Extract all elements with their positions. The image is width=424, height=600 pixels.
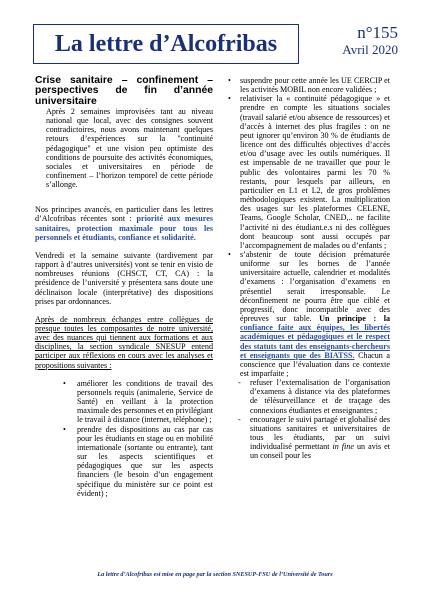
list-item-text: encourager le suivi partagé et globalisé des situations sanitaires et universitaires de tous les étudiants, par un suivi individualisé permettant [250,414,390,452]
list-item [238,378,390,415]
bullet-icon: • [63,424,66,434]
list-item [228,249,391,378]
list-item [63,424,213,498]
dash-icon: - [238,378,241,388]
list-item-text: améliorer les conditions de travail des personnels requis (animalerie, Service de Santé) en veillant à la protection maximale des personnes et en privilégiant le travail à distance (internet, téléphone) ; [77,378,213,425]
list-item [63,378,213,425]
list-item-text: Chacun a conscience que l’évaluation dans ce contexte est imparfaite ; [240,350,390,378]
list-item-text: s’abstenir de toute décision prématurée uniforme sur les bornes de l’année universitaire actuelle, calendrier et modalités d’examens : l’organisation d’examens en présentiel serait irresponsable. Le déconfinement ne pourra être que ciblé et progressif, donc incompatible avec des épreuves sur table. [240,249,390,324]
friday-paragraph: Vendredi et la semaine suivante (tardivement par rapport à d’autres universités) vont se tenir en visio de nombreuses réunions (CHSCT, CT, CA) : la présidence de l’université y présentera sans doute une déclinaison locale (interprétative) des dispositions prises par ordonnances. [35,250,213,306]
bullet-icon: • [228,94,231,104]
exchanges-paragraph: Après de nombreux échanges entre collègues de presque toutes les composantes de notre université, avec des nuances qui tiennent aux formations et aux disciplines, la section syndicale SNESUP entend participer aux réflexions en cours avec les analyses et propositions suivantes : [35,314,213,370]
proposal-list [35,379,213,498]
intro-paragraph: Après 2 semaines improvisées tant au niveau national que local, avec des consignes souvent contradictoires, nous avons maintenant quelques retours d’expériences sur la "continuité pédagogique" et une vision peu optimiste des conditions de poursuite des activités économiques, sociales et universitaires en période de confinement – l’horizon temporel de cette période s’allonge. [46,106,213,190]
bullet-icon: • [63,378,66,388]
principle-label: Un principe : la [319,314,391,324]
list-item [238,414,391,461]
list-item-text: suspendre pour cette année les UE CERCIP et les activités MOBIL non encore validées ; [240,76,390,95]
principles-text: Nos principes avancés, en particulier dans les lettres d’Alcofribas récentes sont : [35,205,213,224]
issue-number: n°155 [357,23,398,42]
masthead-title: La lettre d’Alcofribas [54,31,278,57]
list-item-text: un avis et un conseil pour les [250,442,391,461]
issue-date: Avril 2020 [342,42,398,57]
bullet-icon: • [228,249,231,259]
dash-icon: - [238,414,241,424]
masthead-box [33,24,299,64]
list-item-text: prendre des dispositions au cas par cas pour les étudiants en stage ou en mobilité internationale (sortante ou entrante), tant sur les aspects scientifiques et pédagogiques que sur les aspects financiers (le besoin d’un engagement spécifique du ministère sur ce point est évident) ; [77,424,213,498]
principles-paragraph [35,205,213,242]
list-item-text: relativiser la « continuité pédagogique » et prendre en compte les situations sociales (travail salarié et/ou absence de ressources) et d’accès à internet des plus fragiles : on ne peut ignorer qu’environ 30 % de étudiants de licence ont des difficultés objectives d’accès et/ou d’usage avec les outils numériques. Il est impensable de ne travailler que pour le public des volontaires parmi les 70 % restants, pour lesquels par ailleurs, en particulier en L1 et L2, de gros problèmes méthodologiques existent. La multiplication des usages sur les plateformes CELENE, Teams, Google Scholar, CNED,.. ne facilite l’activité ni des étudiant.e.s ni des collègues dont beaucoup sont aussi occupés par l’accompagnement de malades ou d’enfants ; [240,94,390,250]
dash-list [228,378,390,460]
proposal-list-continued [228,76,390,378]
italic-phrase: in fine [332,442,354,452]
principle-highlight: confiance faite aux équipes, les libertés académiques et pédagogiques et le respect des statuts tant des enseignants-chercheurs et enseignants que des BIATSS. [240,323,390,360]
list-item-text: refuser l’externalisation de l’organisation d’examens à distance via des plateformes de télésurveillance et de traçage des connexions étudiantes et enseignantes ; [250,378,390,415]
list-item [228,76,390,95]
bullet-icon: • [228,76,231,85]
article-headline: Crise sanitaire – confinement – perspectives de fin d’année universitaire [35,75,213,107]
right-column [228,76,390,461]
list-item [228,94,390,250]
footer-credit: La lettre d’Alcofribas est mise en page par la section SNESUP-FSU de l’Université de Tours [97,571,333,578]
left-column [35,76,213,498]
principles-highlight: priorité aux mesures sanitaires, protection maximale pour tous les personnels et étudiants, confiance et solidarité. [35,214,214,242]
